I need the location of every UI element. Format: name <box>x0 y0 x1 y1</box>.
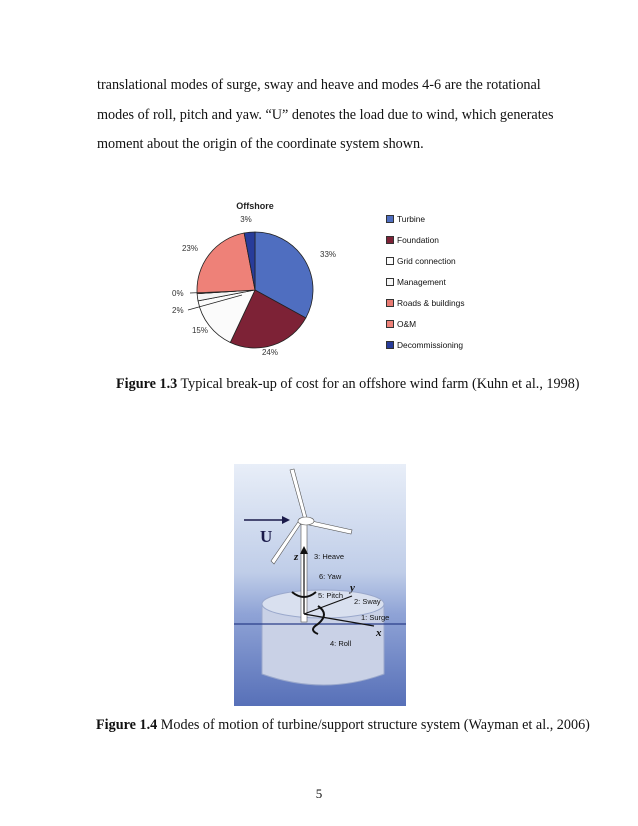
legend-item <box>386 277 446 287</box>
y-label: y <box>350 582 355 594</box>
legend-swatch <box>386 341 394 349</box>
figure-1-3-caption <box>116 376 580 393</box>
legend-label: O&M <box>397 319 417 329</box>
sway-label: 2: Sway <box>354 597 381 606</box>
slice-label: 3% <box>240 215 252 224</box>
slice-label: 15% <box>191 326 209 335</box>
wind-label: U <box>260 527 273 546</box>
x-label: x <box>376 627 382 639</box>
legend-swatch <box>386 320 394 328</box>
legend-item <box>386 319 416 329</box>
nacelle <box>298 517 314 525</box>
caption-number: Figure 1.4 <box>96 717 158 733</box>
slice-label: 0% <box>172 289 184 298</box>
legend-swatch <box>386 257 394 265</box>
legend-label: Decommissioning <box>397 340 464 350</box>
z-label: z <box>294 551 299 563</box>
yaw-label: 6: Yaw <box>319 572 342 581</box>
legend-label: Management <box>397 277 446 287</box>
legend-label: Foundation <box>397 235 439 245</box>
turbine-motion-diagram <box>234 464 406 706</box>
figure-1-4-caption <box>96 717 590 734</box>
legend-label: Turbine <box>397 214 426 224</box>
legend-item <box>386 340 463 350</box>
slice-label: 33% <box>320 250 337 259</box>
caption-text: Modes of motion of turbine/support structure system (Wayman et al., 2006) <box>157 717 590 733</box>
legend-swatch <box>386 278 394 286</box>
slice-label: 24% <box>261 348 279 357</box>
page-number: 5 <box>315 786 323 801</box>
pitch-label: 5: Pitch <box>318 591 344 600</box>
body-paragraph: translational modes of surge, sway and heave and modes 4-6 are the rotational modes of roll, pitch and yaw. “U” denotes the load due to wind, which generates moment about the origin of the coordinate system shown. <box>97 77 554 152</box>
caption-text: Typical break-up of cost for an offshore wind farm (Kuhn et al., 1998) <box>177 376 580 392</box>
heave-label: 3: Heave <box>314 552 345 561</box>
chart-title: Offshore <box>236 201 274 211</box>
legend-swatch <box>386 215 394 223</box>
legend-swatch <box>386 236 394 244</box>
cost-pie-chart <box>160 195 380 365</box>
legend-swatch <box>386 299 394 307</box>
caption-number: Figure 1.3 <box>116 376 178 392</box>
legend-item <box>386 235 439 245</box>
surge-label: 1: Surge <box>361 613 390 622</box>
legend-item <box>386 214 425 224</box>
pie-slices <box>197 232 313 348</box>
legend-label: Roads & buildings <box>397 298 465 308</box>
slice-label: 23% <box>181 244 199 253</box>
legend-label: Grid connection <box>397 256 456 266</box>
slice-label: 2% <box>172 306 184 315</box>
legend-item <box>386 256 456 266</box>
roll-label: 4: Roll <box>330 639 352 648</box>
legend-item <box>386 298 465 308</box>
